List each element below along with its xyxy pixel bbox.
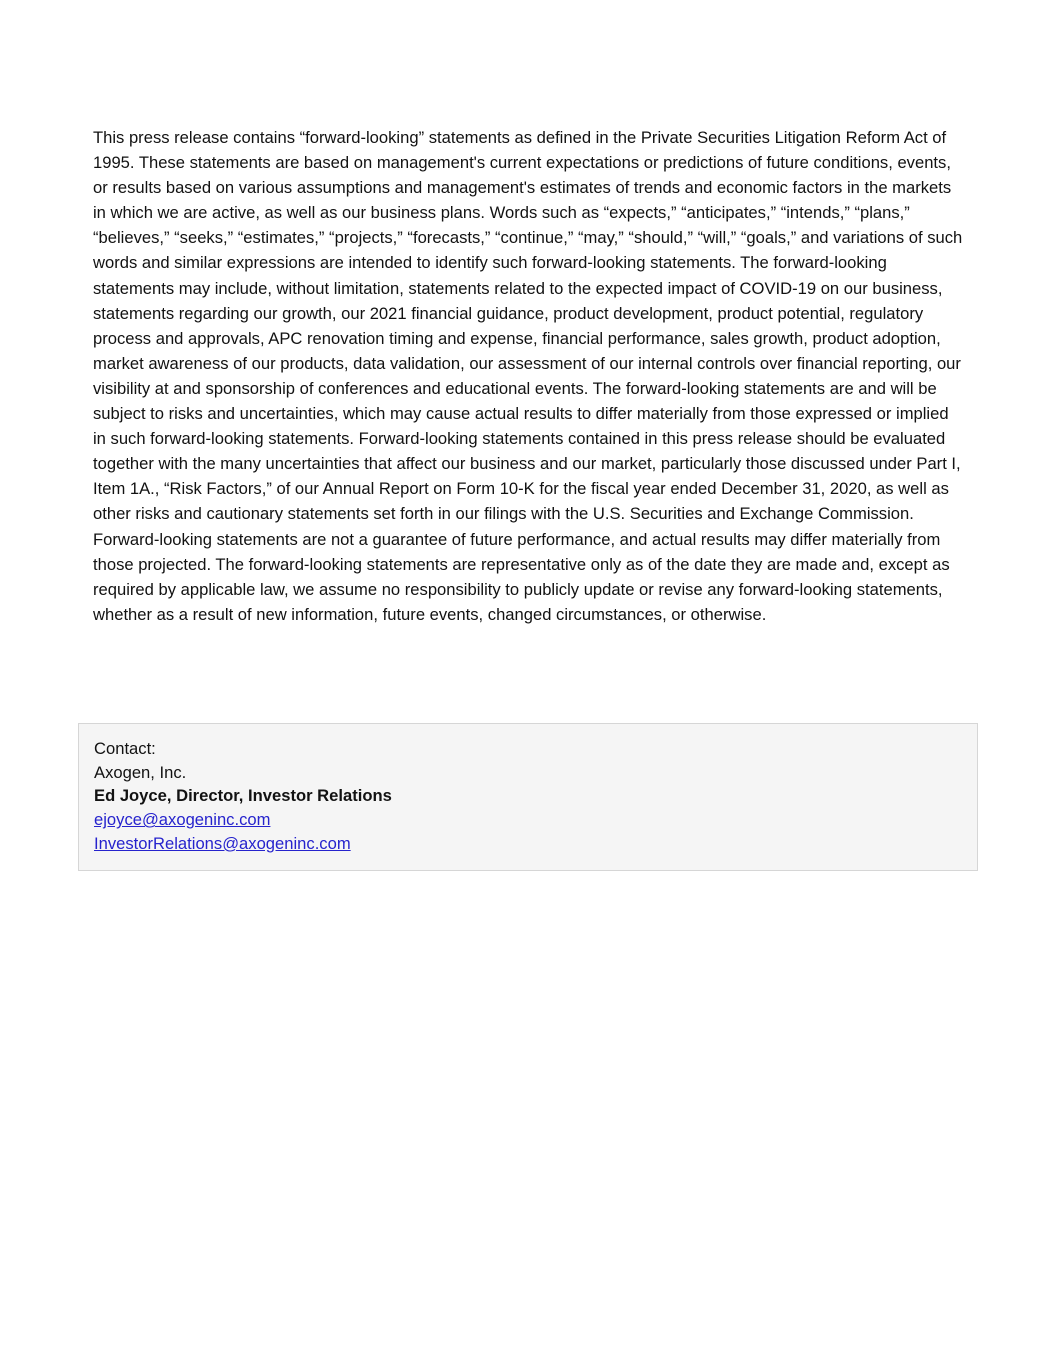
email-link-secondary[interactable]: InvestorRelations@axogeninc.com	[94, 833, 351, 853]
contact-label: Contact:	[94, 739, 156, 758]
contact-box	[78, 723, 978, 871]
forward-looking-statements-paragraph: This press release contains “forward-looking” statements as defined in the Private Securities Litigation Reform Act of 1995. These statements are based on management's current expectations or predictions of future conditions, events, or results based on various assumptions and management's estimates of trends and economic factors in the markets in which we are active, as well as our business plans. Words such as “expects,” “anticipates,” “intends,” “plans,” “believes,” “seeks,” “estimates,” “projects,” “forecasts,” “continue,” “may,” “should,” “will,” “goals,” and variations of such words and similar expressions are intended to identify such forward-looking statements. The forward-looking statements may include, without limitation, statements related to the expected impact of COVID-19 on our business, statements regarding our growth, our 2021 financial guidance, product development, product potential, regulatory process and approvals, APC renovation timing and expense, financial performance, sales growth, product adoption, market awareness of our products, data validation, our assessment of our internal controls over financial reporting, our visibility at and sponsorship of conferences and educational events. The forward-looking statements are and will be subject to risks and uncertainties, which may cause actual results to differ materially from those expressed or implied in such forward-looking statements. Forward-looking statements contained in this press release should be evaluated together with the many uncertainties that affect our business and our market, particularly those discussed under Part I, Item 1A., “Risk Factors,” of our Annual Report on Form 10-K for the fiscal year ended December 31, 2020, as well as other risks and cautionary statements set forth in our filings with the U.S. Securities and Exchange Commission. Forward-looking statements are not a guarantee of future performance, and actual results may differ materially from those projected. The forward-looking statements are representative only as of the date they are made and, except as required by applicable law, we assume no responsibility to publicly update or revise any forward-looking statements, whether as a result of new information, future events, changed circumstances, or otherwise.	[93, 128, 963, 624]
email-link-primary[interactable]: ejoyce@axogeninc.com	[94, 810, 271, 830]
contact-person: Ed Joyce, Director, Investor Relations	[94, 786, 392, 806]
contact-company: Axogen, Inc.	[94, 762, 187, 782]
